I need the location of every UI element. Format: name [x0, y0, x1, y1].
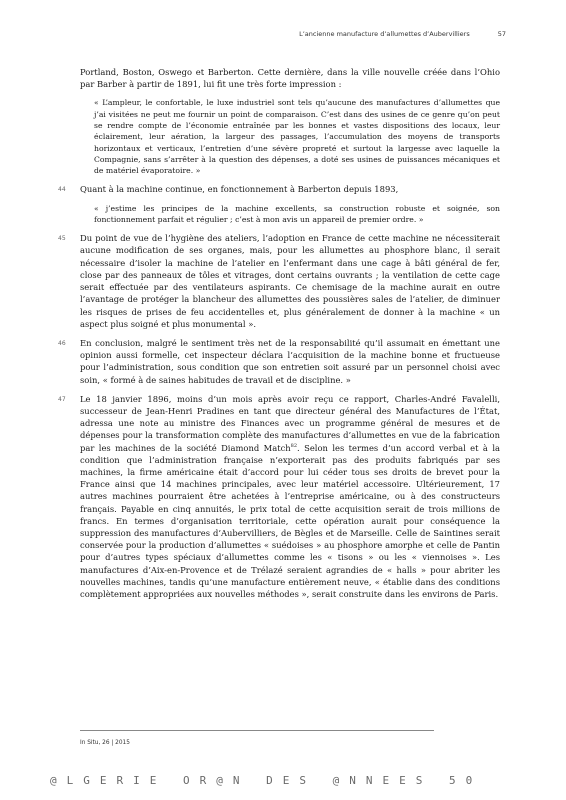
body-text: [58, 66, 500, 607]
page-number: 57: [497, 30, 506, 38]
paragraph-text-continued: . Selon les termes d’un accord verbal et à la condition que l’administration française n’exporterait pas des produits fabriqués par ses machines, la firme américaine était d’accord pour lui céder tous ses droits de brevet pour la France ainsi que 14 machines principales, avec leur matériel accessoire. Ultérieurement, 17 autres machines pourraient être achetées à l’entreprise américaine, ou à des constructeurs français. Payable en cinq annuités, le prix total de cette acquisition serait de trois millions de francs. En termes d’organisation territoriale, cette opération aurait pour conséquence la suppression des manufactures d’Aubervilliers, de Bègles et de Marseille. Celle de Saintines serait conservée pour la production d’allumettes « suédoises » au phosphore amorphe et celle de Pantin pour d’autres types spéciaux d’allumettes comme les « tisons » ou les « viennoises ». Les manufactures d’Aix-en-Provence et de Trélazé seraient agrandies de « halls » pour abriter les nouvelles machines, tandis qu’une manufacture entièrement neuve, « établie dans des conditions complètement appropriées aux nouvelles méthodes », serait construite dans les environs de Paris.: [80, 442, 500, 599]
paragraph-45: [58, 232, 500, 330]
paragraph-number: 45: [58, 235, 66, 243]
paragraph-text: En conclusion, malgré le sentiment très net de la responsabilité qu’il assumait en émettant une opinion aussi formelle, cet inspecteur déclara l’acquisition de la machine bonne et fructueuse pour l’administration, sous condition que son entretien soit assuré par un personnel choisi avec soin, « formé à de saines habitudes de travail et de discipline. »: [80, 337, 500, 385]
paragraph-44: [58, 183, 500, 195]
paragraph-text: Le 18 janvier 1896, moins d’un mois après avoir reçu ce rapport, Charles-André Favalelli, successeur de Jean-Henri Pradines en tant que directeur général des Manufactures de l’État, adressa une note au ministre des Finances avec un programme général de mesures et de dépenses pour la transformation complète des manufactures d’allumettes en vue de la fabrication par les machines de la société Diamond Match: [80, 393, 500, 453]
footnote-link[interactable]: 82: [290, 442, 298, 449]
paragraph-46: [58, 337, 500, 386]
paragraph-number: 47: [58, 395, 66, 403]
running-header: [180, 30, 506, 38]
paragraph-text: Portland, Boston, Oswego et Barberton. Cette dernière, dans la ville nouvelle créée dans l’Ohio par Barber à partir de 1891, lui fit une très forte impression :: [80, 67, 500, 90]
paragraph-number: 46: [58, 339, 66, 347]
paragraph-number: 44: [58, 186, 66, 194]
paragraph-43: [80, 66, 500, 90]
paragraph-text: Quant à la machine continue, en fonctionnement à Barberton depuis 1893,: [80, 184, 399, 195]
paragraph-47: [58, 393, 500, 600]
block-quote: « j’estime les principes de la machine excellents, sa construction robuste et soignée, son fonctionnement parfait et régulier ; c’est à mon avis un appareil de premier ordre. »: [94, 203, 500, 224]
block-quote: « L’ampleur, le confortable, le luxe industriel sont tels qu’aucune des manufactures d’allumettes que j’ai visitées ne peut me fournir un point de comparaison. C’est dans des usines de ce genre qu’on peut se rendre compte de l’économie entraînée par les bonnes et vastes dispositions des locaux, leur éclairement, leur aération, la largeur des passages, l’accumulation des moyens de transports horizontaux et verticaux, l’entretien d’une sévère propreté et surtout la largesse avec laquelle la Compagnie, sans s’arrêter à la question des dépenses, a doté ses usines de puissances mécaniques et de matériel évaporatoire. »: [94, 98, 500, 176]
footer-divider: [80, 730, 434, 731]
running-title: L’ancienne manufacture d’allumettes d’Aubervilliers: [299, 30, 470, 38]
paragraph-text: Du point de vue de l’hygiène des ateliers, l’adoption en France de cette machine ne nécessiterait aucune modification de ses organes, mais, pour les allumettes au phosphore blanc, il serait nécessaire d’isoler la machine de l’atelier en l’enfermant dans une cage à bâti général de fer, close par des panneaux de tôles et vitrages, dont certains ouvrants ; la ventilation de cette cage serait effectuée par des ventilateurs aspirants. Ce chemisage de la machine aurait en outre l’avantage de protéger la blancheur des allumettes des poussières sales de l’atelier, de diminuer les risques de prises de feu accidentelles et, plus généralement de donner à la machine « un aspect plus soigné et plus monumental ».: [80, 233, 500, 329]
watermark-text: @LGERIE OR@N DES @NNEES 50: [50, 774, 483, 787]
footer-issue: In Situ, 26 | 2015: [80, 740, 130, 746]
